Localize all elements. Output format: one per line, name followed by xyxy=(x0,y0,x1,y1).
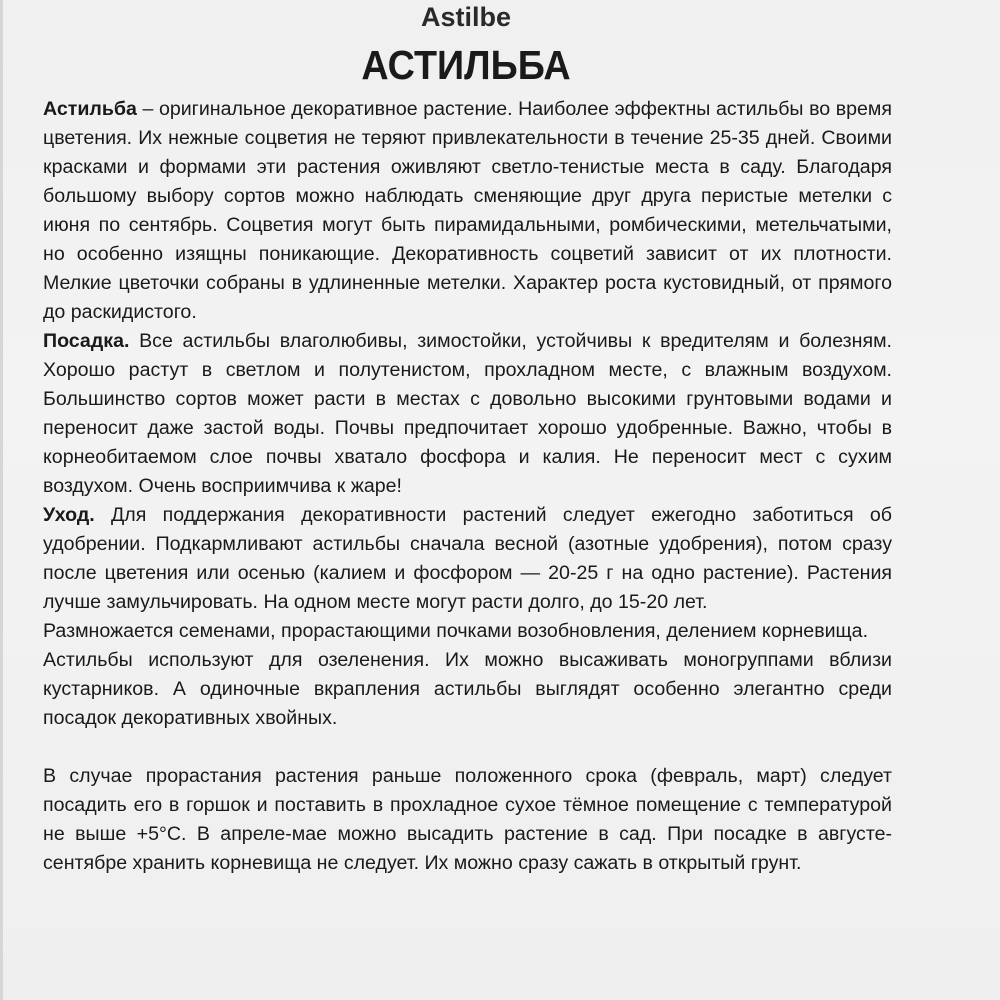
care-lead: Уход. xyxy=(43,504,95,526)
propagation-paragraph: Размножается семенами, прорастающими почками возобновления, делением корневища. xyxy=(43,620,869,642)
page-title: АСТИЛЬБА xyxy=(361,42,571,88)
care-text: Для поддержания декоративности растений следует ежегодно заботиться об удобрении. Подкармливают астильбы сначала весной (азотные удобрения), потом сразу после цветения или осенью (калием и фосфором — 20-25 г на одно растение). Растения лучше замульчировать. На одном месте могут расти долго, до 15-20 лет. xyxy=(43,504,892,613)
latin-title: Astilbe xyxy=(420,2,512,32)
early-sprouting-paragraph: В случае прорастания растения раньше положенного срока (февраль, март) следует посадить его в горшок и поставить в прохладное сухое тёмное помещение с температурой не выше +5°С. В апреле-мае можно высадить растение в сад. При посадке в августе-сентябре хранить корневища не следует. Их можно сразу сажать в открытый грунт. xyxy=(43,765,892,874)
intro-paragraph xyxy=(43,95,892,327)
care-paragraph xyxy=(43,501,892,617)
intro-lead: Астильба xyxy=(43,98,137,120)
planting-paragraph xyxy=(43,327,892,501)
description-text xyxy=(43,95,892,878)
planting-lead: Посадка. xyxy=(43,330,130,352)
usage-paragraph: Астильбы используют для озеленения. Их можно высаживать моногруппами вблизи кустарников. А одиночные вкрапления астильбы выглядят особенно элегантно среди посадок декоративных хвойных. xyxy=(43,649,892,729)
intro-text: – оригинальное декоративное растение. Наиболее эффектны астильбы во время цветения. Их нежные соцветия не теряют привлекательности в течение 25-35 дней. Своими красками и формами эти растения оживляют светло-тенистые места в саду. Благодаря большому выбору сортов можно наблюдать сменяющие друг друга перистые метелки с июня по сентябрь. Соцветия могут быть пирамидальными, ромбическими, метельчатыми, но особенно изящны поникающие. Декоративность соцветий зависит от их плотности. Мелкие цветочки собраны в удлиненные метелки. Характер роста кустовидный, от прямого до раскидистого. xyxy=(43,98,892,323)
planting-text: Все астильбы влаголюбивы, зимостойки, устойчивы к вредителям и болезням. Хорошо растут в светлом и полутенистом, прохладном месте, с влажным воздухом. Большинство сортов может расти в местах с довольно высокими грунтовыми водами и переносит даже застой воды. Почвы предпочитает хорошо удобренные. Важно, чтобы в корнеобитаемом слое почвы хватало фосфора и калия. Не переносит мест с сухим воздухом. Очень восприимчива к жаре! xyxy=(43,330,892,497)
